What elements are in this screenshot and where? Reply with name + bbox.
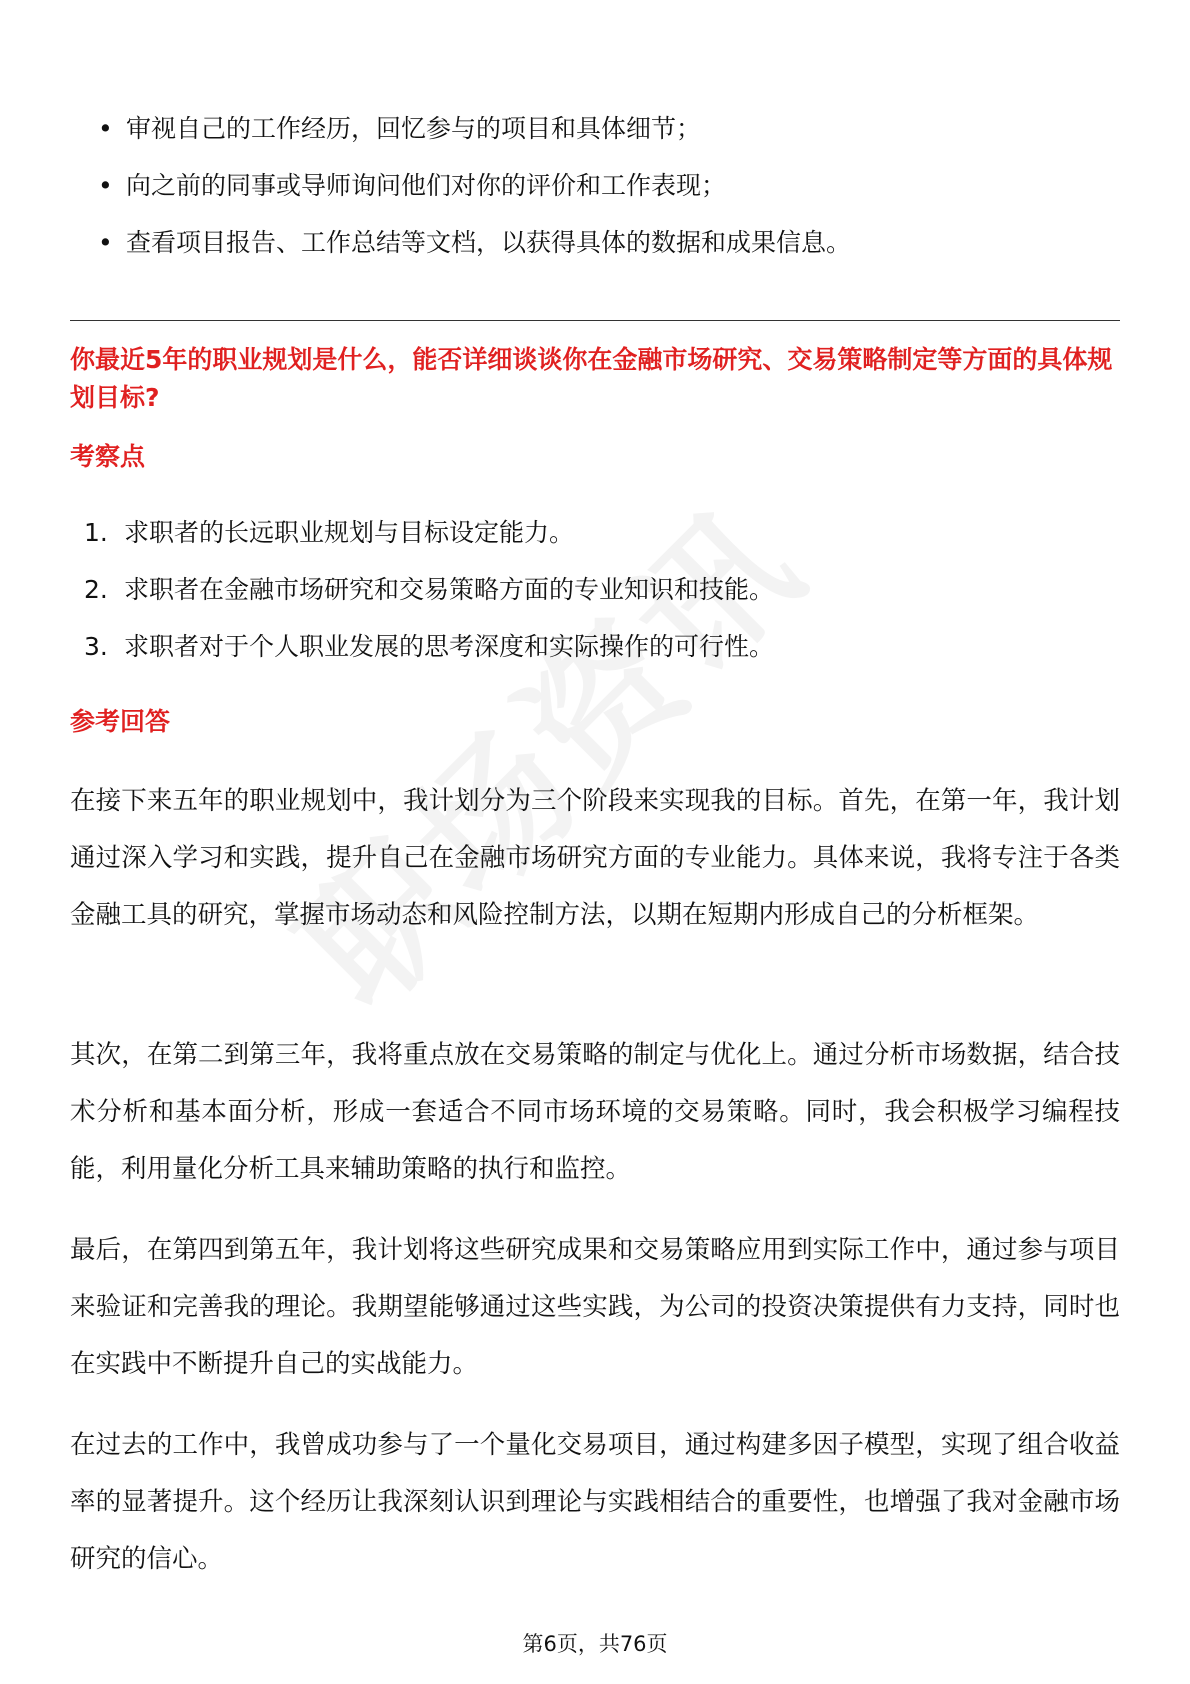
- answer-paragraph-4: 在过去的工作中，我曾成功参与了一个量化交易项目，通过构建多因子模型，实现了组合收益率的显著提升。这个经历让我深刻认识到理论与实践相结合的重要性，也增强了我对金融市场研究的信心。: [70, 1430, 1120, 1574]
- list-item: 2. 求职者在金融市场研究和交易策略方面的专业知识和技能。: [84, 575, 775, 604]
- question-heading: 你最近5年的职业规划是什么，能否详细谈谈你在金融市场研究、交易策略制定等方面的具体规划目标?: [70, 345, 1113, 412]
- answer-label: 参考回答: [70, 707, 171, 736]
- list-item: 3. 求职者对于个人职业发展的思考深度和实际操作的可行性。: [84, 632, 775, 661]
- bullet-dot-icon: •: [98, 171, 113, 200]
- bullet-dot-icon: •: [98, 114, 113, 143]
- bullet-dot-icon: •: [98, 228, 113, 257]
- examination-list: [84, 504, 774, 675]
- page-number: 第6页，共76页: [522, 1632, 668, 1656]
- answer-paragraph-2: 其次，在第二到第三年，我将重点放在交易策略的制定与优化上。通过分析市场数据，结合技术分析和基本面分析，形成一套适合不同市场环境的交易策略。同时，我会积极学习编程技能，利用量化分析工具来辅助策略的执行和监控。: [70, 1040, 1120, 1184]
- bullet-list: [98, 100, 851, 271]
- bullet-item: • 审视自己的工作经历，回忆参与的项目和具体细节；: [98, 100, 851, 157]
- examination-label: 考察点: [70, 442, 146, 471]
- bullet-item: • 向之前的同事或导师询问他们对你的评价和工作表现；: [98, 157, 851, 214]
- bullet-item: • 查看项目报告、工作总结等文档，以获得具体的数据和成果信息。: [98, 214, 851, 271]
- list-item: 1. 求职者的长远职业规划与目标设定能力。: [84, 518, 575, 547]
- answer-paragraph-3: 最后，在第四到第五年，我计划将这些研究成果和交易策略应用到实际工作中，通过参与项目来验证和完善我的理论。我期望能够通过这些实践，为公司的投资决策提供有力支持，同时也在实践中不断提升自己的实战能力。: [70, 1235, 1120, 1379]
- answer-paragraph-1: 在接下来五年的职业规划中，我计划分为三个阶段来实现我的目标。首先，在第一年，我计划通过深入学习和实践，提升自己在金融市场研究方面的专业能力。具体来说，我将专注于各类金融工具的研究，掌握市场动态和风险控制方法，以期在短期内形成自己的分析框架。: [70, 786, 1120, 930]
- section-divider: [70, 320, 1120, 321]
